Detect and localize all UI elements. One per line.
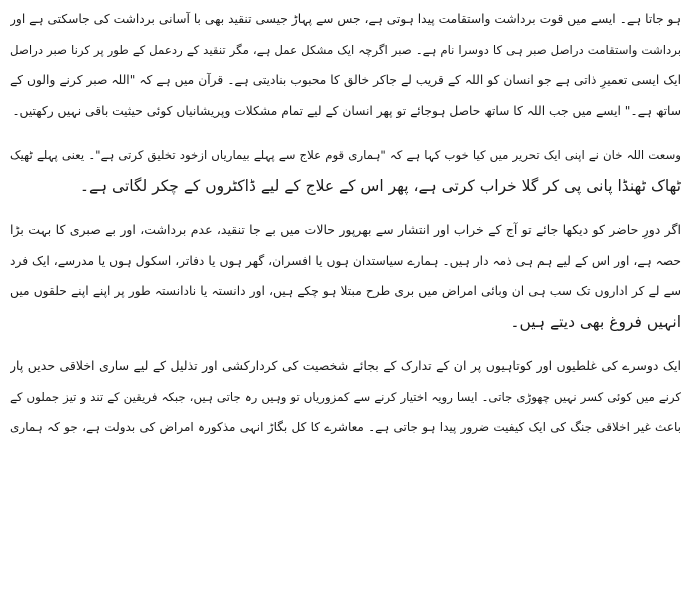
text-line: برداشت واستقامت دراصل صبر ہی کا دوسرا نام ہے۔ صبر اگرچہ ایک مشکل عمل ہے، مگر تنقید کے ردعمل کے طور پر کرنا صبر دراصل [10,42,681,57]
paragraph-gap [10,201,681,215]
text-line: وسعت اللہ خان نے اپنی ایک تحریر میں کیا خوب کہا ہے کہ "ہماری قوم علاج سے پہلے بیماریاں ازخود تخلیق کرتی ہے"۔ یعنی پہلے ٹھیک [10,148,681,162]
text-line: ایک دوسرے کی غلطیوں اور کوتاہیوں پر ان کے تدارک کے بجائے شخصیت کی کردارکشی اور تذلیل کے لیے ساری اخلاقی حدیں پار [10,358,681,373]
text-line: حصہ ہے، اور اس کے لیے ہم ہی ذمہ دار ہیں۔ ہمارے سیاستدان ہوں یا افسران، گھر ہوں یا دفاتر، اسکول ہوں یا مدرسے، ایک فرد [10,253,681,268]
paragraph-3 [10,215,681,337]
text-line: ہو جاتا ہے۔ ایسے میں قوت برداشت واستقامت پیدا ہوتی ہے، جس سے پہاڑ جیسی تنقید بھی با آسانی برداشت کی جاسکتی ہے اور [10,12,681,26]
paragraph-4 [10,351,681,443]
text-line: اگر دورِ حاضر کو دیکھا جائے تو آج کے خراب اور انتشار سے بھرپور حالات میں بے جا تنقید، عدم برداشت، اور بے صبری کا بہت بڑا [10,222,681,237]
text-line: ساتھ ہے۔" ایسے میں جب اللہ کا ساتھ حاصل ہوجائے تو پھر انسان کے لیے تمام مشکلات وپریشانیاں کوئی حیثیت باقی نہیں رکھتیں۔ [12,103,681,118]
text-line: ایک ایسی تعمیرِ ذاتی ہے جو انسان کو اللہ کے قریب لے جاکر خالق کا محبوب بنادیتی ہے۔ قرآن میں ہے کہ "اللہ صبر کرنے والوں کے [10,73,681,87]
paragraph-2 [10,140,681,201]
article-body [10,0,681,443]
text-line: باعث غیر اخلاقی جنگ کی ایک کیفیت ضرور پیدا ہو جاتی ہے۔ معاشرے کا کل بگاڑ انہی مذکورہ امراض کی بدولت ہے، جو کہ ہماری [10,420,681,434]
paragraph-gap [10,126,681,140]
text-line: ٹھاک ٹھنڈا پانی پی کر گلا خراب کرتی ہے، پھر اس کے علاج کے لیے ڈاکٹروں کے چکر لگاتی ہے۔ [79,176,681,195]
text-line: کرنے میں کوئی کسر نہیں چھوڑی جاتی۔ ایسا رویہ اختیار کرنے سے کمزوریاں تو وہیں رہ جاتی ہیں، جبکہ فریقین کے تند و تیز جملوں کے [10,389,681,404]
paragraph-gap [10,337,681,351]
text-line: سے لے کر اداروں تک سب ہی ان وبائی امراض میں بری طرح مبتلا ہو چکے ہیں، اور دانستہ یا نادانستہ طور پر اپنے اپنے حلقوں میں [10,284,681,298]
paragraph-1 [10,4,681,126]
text-line: انہیں فروغ بھی دیتے ہیں۔ [510,312,681,331]
